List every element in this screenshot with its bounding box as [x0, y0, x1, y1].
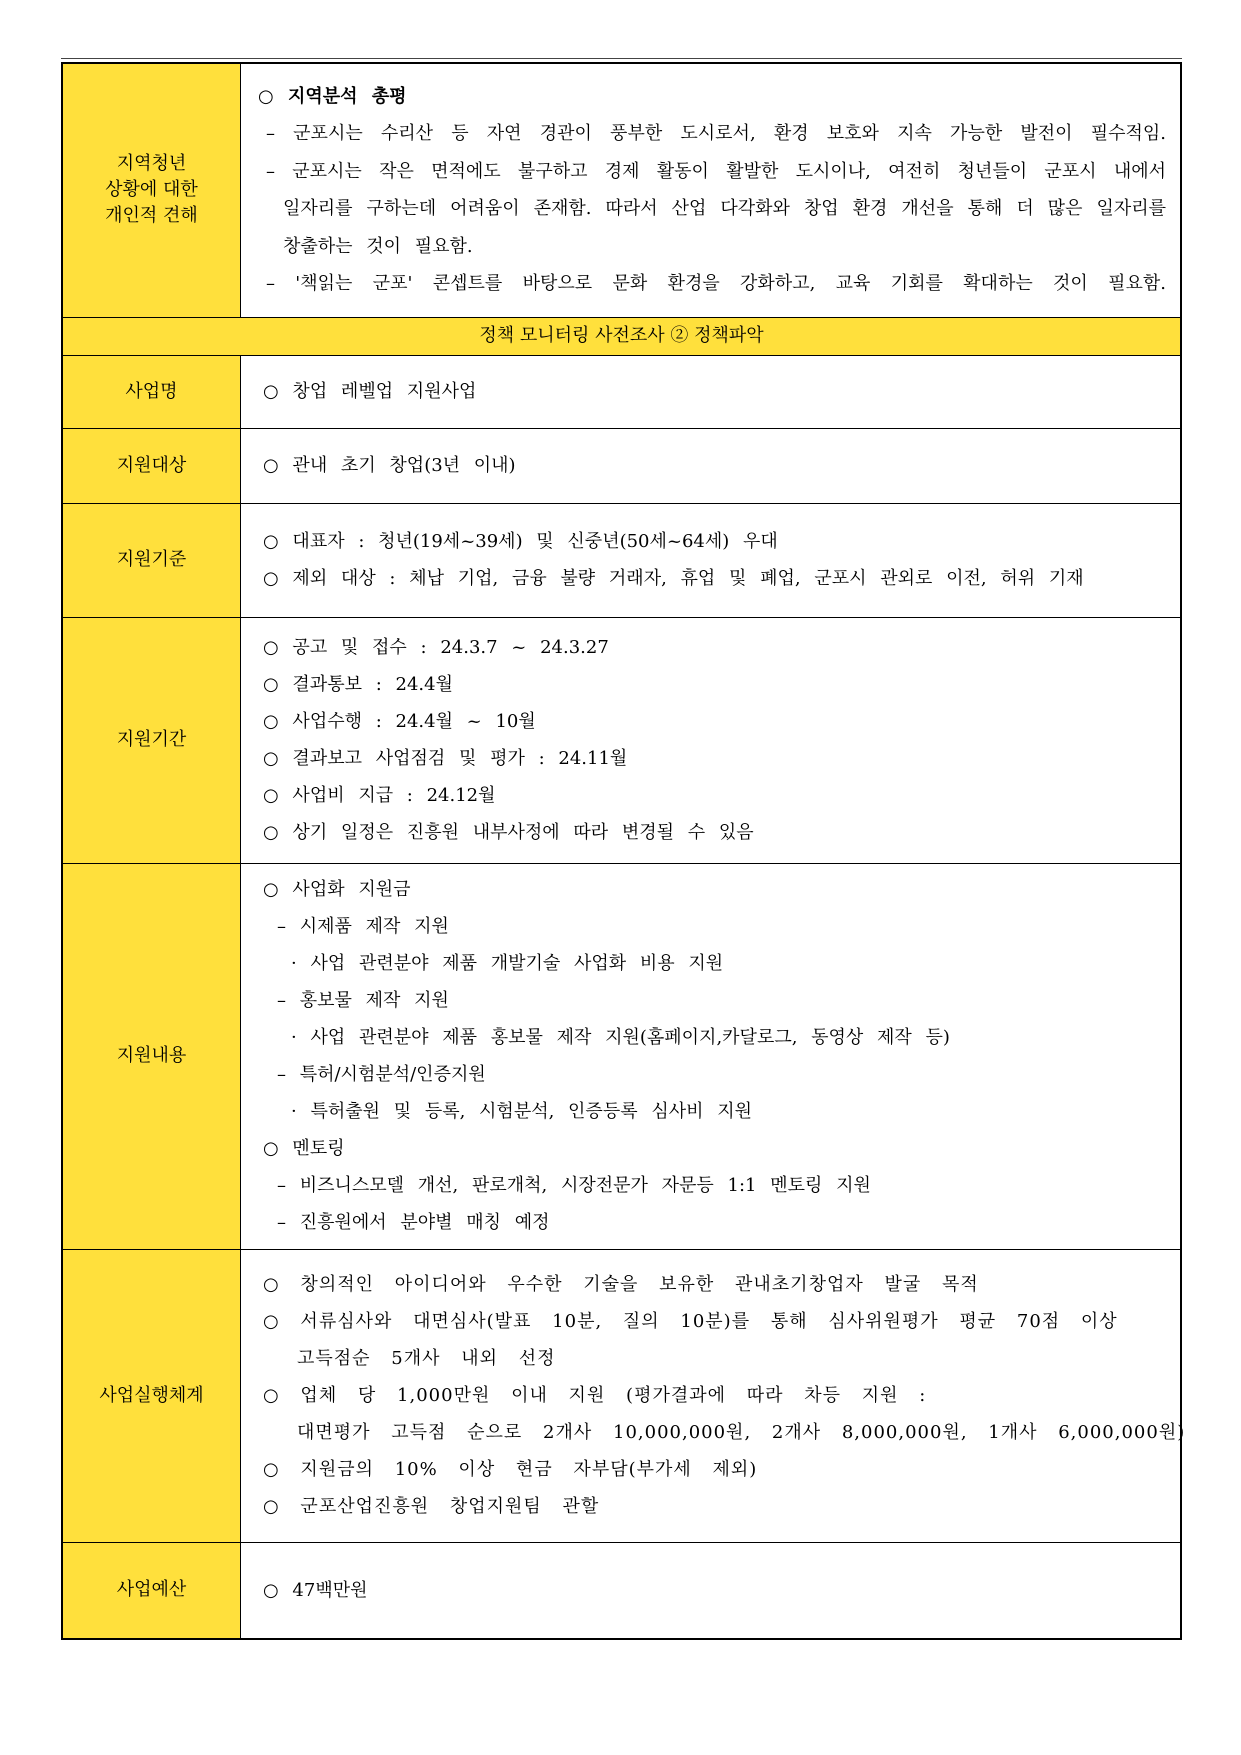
content-line: · 사업 관련분야 제품 개발기술 사업화 비용 지원: [291, 953, 724, 974]
content-line: ○ 공고 및 접수 : 24.3.7 ~ 24.3.27: [263, 637, 609, 658]
row-youth-opinion: [62, 63, 1181, 317]
row-support-contents: [62, 863, 1181, 1249]
content-line: ○ 창업 레벨업 지원사업: [263, 381, 477, 402]
row-label: 사업실행체계: [99, 1384, 204, 1406]
row-label: 지역청년: [116, 153, 187, 175]
row-label: 지원대상: [116, 454, 187, 476]
content-line: ○ 대표자 : 청년(19세~39세) 및 신중년(50세~64세) 우대: [263, 531, 778, 552]
content-line: ○ 결과보고 사업점검 및 평가 : 24.11월: [263, 748, 628, 769]
content-line: ○ 47백만원: [263, 1579, 368, 1601]
content-line: ○ 지원금의 10% 이상 현금 자부담(부가세 제외): [263, 1459, 758, 1480]
content-line: 창출하는 것이 필요함.: [283, 235, 473, 257]
row-label: 개인적 견해: [105, 205, 198, 227]
content-line: – '책읽는 군포' 콘셉트를 바탕으로 문화 환경을 강화하고, 교육 기회를 확대하는 것이 필요함.: [266, 273, 1166, 295]
row-label: 사업예산: [116, 1579, 187, 1601]
content-line: ○ 창의적인 아이디어와 우수한 기술을 보유한 관내초기창업자 발굴 목적: [263, 1274, 979, 1295]
row-label: 사업명: [125, 380, 178, 402]
content-cell: [241, 617, 1182, 863]
content-line: ○ 상기 일정은 진흥원 내부사정에 따라 변경될 수 있음: [263, 822, 754, 843]
row-label: 지원내용: [116, 1045, 187, 1066]
content-line: – 군포시는 수리산 등 자연 경관이 풍부한 도시로서, 환경 보호와 지속 가능한 발전이 필수적임.: [266, 123, 1166, 145]
label-cell: [62, 355, 241, 428]
label-cell: [62, 1542, 241, 1639]
row-label: 지원기준: [116, 549, 187, 570]
content-line: ○ 사업수행 : 24.4월 ~ 10월: [263, 711, 536, 732]
content-cell: [241, 63, 1182, 317]
content-line: ○ 결과통보 : 24.4월: [263, 674, 453, 695]
content-cell: [241, 355, 1182, 428]
row-support-target: [62, 428, 1181, 503]
content-line: – 특허/시험분석/인증지원: [277, 1064, 486, 1085]
row-label: 지원기간: [116, 729, 187, 750]
content-line: ○ 군포산업진흥원 창업지원팀 관할: [263, 1496, 600, 1517]
row-budget: [62, 1542, 1181, 1639]
content-line: ○ 지역분석 총평: [258, 85, 407, 107]
content-line: 대면평가 고득점 순으로 2개사 10,000,000원, 2개사 8,000,000원, 1개사 6,000,000원): [297, 1422, 1186, 1443]
content-line: – 홍보물 제작 지원: [277, 990, 449, 1011]
content-line: ○ 사업화 지원금: [263, 879, 411, 900]
content-line: ○ 사업비 지급 : 24.12월: [263, 785, 496, 806]
content-cell: [241, 503, 1182, 617]
label-cell: [62, 863, 241, 1249]
label-cell: [62, 617, 241, 863]
content-line: – 비즈니스모델 개선, 판로개척, 시장전문가 자문등 1:1 멘토링 지원: [277, 1175, 871, 1196]
label-cell: [62, 1249, 241, 1542]
policy-table: [61, 62, 1186, 1640]
row-business-name: [62, 355, 1181, 428]
content-line: ○ 관내 초기 창업(3년 이내): [263, 455, 516, 476]
content-line: · 사업 관련분야 제품 홍보물 제작 지원(홈페이지,카달로그, 동영상 제작 등): [291, 1027, 950, 1048]
content-line: · 특허출원 및 등록, 시험분석, 인증등록 심사비 지원: [291, 1101, 752, 1122]
content-line: ○ 멘토링: [263, 1138, 345, 1159]
label-cell: [62, 503, 241, 617]
content-line: – 군포시는 작은 면적에도 불구하고 경제 활동이 활발한 도시이나, 여전히 청년들이 군포시 내에서: [266, 160, 1166, 182]
content-line: 일자리를 구하는데 어려움이 존재함. 따라서 산업 다각화와 창업 환경 개선을 통해 더 많은 일자리를: [283, 198, 1166, 220]
label-cell: [62, 63, 241, 317]
label-cell: [62, 428, 241, 503]
top-rule: [61, 58, 1182, 59]
row-label: 상황에 대한: [105, 179, 198, 201]
content-line: ○ 제외 대상 : 체납 기업, 금융 불량 거래자, 휴업 및 폐업, 군포시 관외로 이전, 허위 기재: [263, 568, 1084, 589]
section-title: 정책 모니터링 사전조사 ② 정책파악: [62, 317, 1181, 355]
content-cell: [241, 1249, 1186, 1542]
policy-table-body: [62, 63, 1186, 1639]
section-header-row: [62, 317, 1181, 355]
content-line: – 진흥원에서 분야별 매칭 예정: [277, 1212, 550, 1233]
content-line: 고득점순 5개사 내외 선정: [297, 1348, 556, 1369]
content-cell: [241, 863, 1182, 1249]
row-execution-system: [62, 1249, 1181, 1542]
content-line: ○ 서류심사와 대면심사(발표 10분, 질의 10분)를 통해 심사위원평가 평균 70점 이상: [263, 1311, 1118, 1332]
content-cell: [241, 1542, 1182, 1639]
content-cell: [241, 428, 1182, 503]
content-line: ○ 업체 당 1,000만원 이내 지원 (평가결과에 따라 차등 지원 :: [263, 1385, 927, 1406]
content-line: – 시제품 제작 지원: [277, 916, 449, 937]
row-support-criteria: [62, 503, 1181, 617]
row-support-period: [62, 617, 1181, 863]
